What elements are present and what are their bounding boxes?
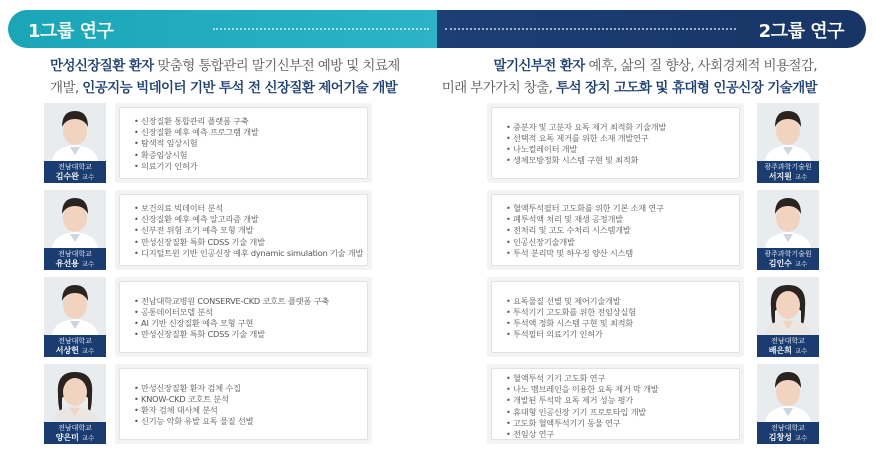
- research-topic-item: • 의료기기 인허가: [134, 161, 367, 172]
- researcher-title: 교수: [794, 173, 808, 181]
- research-topic-list: [492, 282, 739, 340]
- research-topic-card: [487, 277, 744, 357]
- research-topic-list: [120, 108, 367, 172]
- research-topic-panel: [119, 281, 368, 353]
- research-topic-item: • 디지털트윈 기반 인공신장 예후 dynamic simulation 기술 개발: [134, 248, 367, 259]
- researcher-name: 김창성 교수: [768, 433, 808, 442]
- research-topic-item: • 보건의료 빅데이터 분석: [134, 203, 367, 214]
- researcher-title: 교수: [794, 434, 808, 442]
- researcher-title: 교수: [794, 260, 808, 268]
- research-topic-item: • KNOW-CKD 코호트 분석: [134, 394, 367, 405]
- research-topic-panel: [119, 368, 368, 440]
- group2-intro-highlight: 말기신부전 환자: [493, 58, 585, 74]
- group1-intro: [50, 55, 430, 99]
- research-topic-item: • 요독물질 선별 및 제어기술개발: [506, 296, 739, 307]
- research-topic-list: [492, 369, 739, 440]
- group1-intro-highlight: 만성신장질환 환자: [50, 58, 154, 74]
- dotted-divider: [445, 28, 736, 30]
- research-topic-item: • 휴대형 인공신장 기기 프로토타입 개발: [506, 407, 739, 418]
- research-topic-item: • 선택적 요독 제거를 위한 소재 개발연구: [506, 133, 739, 144]
- research-topic-item: • 혈액투석 기기 고도화 연구: [506, 373, 739, 384]
- researcher-namebox: [44, 248, 106, 270]
- dotted-divider: [213, 28, 429, 30]
- researcher-namebox: [757, 248, 819, 270]
- researcher-profile: [757, 103, 819, 183]
- researcher-name: 양은미 교수: [55, 433, 95, 442]
- research-topic-item: • 만성신장질환 특화 CDSS 기술 개발: [134, 237, 367, 248]
- researcher-name: 배은희 교수: [768, 346, 808, 355]
- research-topic-item: • 혈액투석필터 고도화를 위한 기본 소재 연구: [506, 203, 739, 214]
- group1-intro-highlight2: 인공지능 빅데이터 기반 투석 전 신장질환 제어기술 개발: [82, 80, 398, 96]
- researcher-photo: [757, 277, 819, 335]
- researcher-affiliation: 광주과학기술원: [764, 163, 812, 171]
- researcher-affiliation: 광주과학기술원: [764, 250, 812, 258]
- group1-title: 1그룹 연구: [28, 21, 114, 42]
- research-topic-item: • 나노컬레이터 개발: [506, 144, 739, 155]
- researcher-name: 유선용 교수: [55, 259, 95, 268]
- group1-intro-text: 맞춤형 통합관리 말기신부전 예방 및 치료제: [153, 58, 400, 74]
- research-topic-panel: [119, 107, 368, 179]
- research-topic-card: [115, 364, 372, 444]
- research-topic-item: • 생체모방정화 시스템 구현 및 최적화: [506, 155, 739, 166]
- research-topic-card: [487, 103, 744, 183]
- research-topic-item: • 투석필터 의료기기 인허가: [506, 329, 739, 340]
- research-topic-item: • 폐투석액 처리 및 재생 공정개발: [506, 214, 739, 225]
- research-topic-item: • 만성신장질환 환자 검체 수집: [134, 383, 367, 394]
- research-topic-card: [115, 103, 372, 183]
- research-topic-list: [120, 369, 367, 427]
- researcher-name: 김인수 교수: [768, 259, 808, 268]
- group2-title: 2그룹 연구: [758, 21, 844, 42]
- research-topic-item: • 환자 검체 대사체 분석: [134, 405, 367, 416]
- researcher-photo: [44, 277, 106, 335]
- research-topic-item: • 중분자 및 고분자 요독 제거 최적화 기술개발: [506, 122, 739, 133]
- group1-header: [8, 10, 437, 48]
- group2-intro-text: 예후, 삶의 질 향상, 사회경제적 비용절감,: [584, 58, 817, 74]
- research-topic-item: • 확증임상시험: [134, 150, 367, 161]
- researcher-profile: [757, 190, 819, 270]
- researcher-namebox: [757, 422, 819, 444]
- researcher-title: 교수: [81, 434, 95, 442]
- research-topic-item: • 공통데이터모델 분석: [134, 307, 367, 318]
- researcher-title: 교수: [81, 173, 95, 181]
- researcher-name: 서상헌 교수: [55, 346, 95, 355]
- research-topic-item: • 신장질환 통합관리 플랫폼 구축: [134, 116, 367, 127]
- researcher-profile: [44, 364, 106, 444]
- researcher-name: 김수완 교수: [55, 172, 95, 181]
- researcher-photo: [44, 190, 106, 248]
- researcher-affiliation: 전남대학교: [58, 337, 92, 345]
- group2-intro-text2: 미래 부가가치 창출,: [441, 80, 557, 96]
- researcher-namebox: [757, 335, 819, 357]
- researcher-profile: [44, 190, 106, 270]
- researcher-photo: [757, 103, 819, 161]
- research-topic-item: • 신부전 위험 조기 예측 모형 개발: [134, 225, 367, 236]
- research-topic-panel: [491, 281, 740, 353]
- researcher-profile: [44, 277, 106, 357]
- group1-intro-text2: 개발,: [50, 80, 83, 96]
- researcher-title: 교수: [794, 347, 808, 355]
- research-topic-list: [120, 195, 367, 259]
- header-bar: [8, 10, 866, 48]
- research-topic-card: [115, 277, 372, 357]
- research-topic-item: • 투석기기 고도화를 위한 전임상실험: [506, 307, 739, 318]
- researcher-namebox: [44, 422, 106, 444]
- research-topic-list: [492, 108, 739, 166]
- researcher-affiliation: 전남대학교: [771, 337, 805, 345]
- researcher-name: 서지원 교수: [768, 172, 808, 181]
- group2-intro-highlight2: 투석 장치 고도화 및 휴대형 인공신장 기술개발: [556, 80, 817, 96]
- research-topic-item: • 전처리 및 고도 수처리 시스템개발: [506, 225, 739, 236]
- research-topic-item: • 고도화 혈액투석기기 동물 연구: [506, 418, 739, 429]
- research-topic-item: • 신장질환 예후 예측 알고리즘 개발: [134, 214, 367, 225]
- research-topic-card: [487, 190, 744, 270]
- research-topic-item: • AI 기반 신장질환 예측 모형 구현: [134, 318, 367, 329]
- research-topic-panel: [491, 107, 740, 179]
- research-topic-item: • 전임상 연구: [506, 429, 739, 440]
- research-topic-item: • 인공신장기술개발: [506, 237, 739, 248]
- research-topic-item: • 전남대학교병원 CONSERVE-CKD 코호트 플랫폼 구축: [134, 296, 367, 307]
- researcher-namebox: [44, 161, 106, 183]
- researcher-profile: [757, 364, 819, 444]
- researcher-namebox: [757, 161, 819, 183]
- researcher-photo: [44, 103, 106, 161]
- researcher-affiliation: 전남대학교: [58, 250, 92, 258]
- researcher-photo: [757, 364, 819, 422]
- research-topic-card: [487, 364, 744, 444]
- researcher-photo: [757, 190, 819, 248]
- researcher-affiliation: 전남대학교: [58, 424, 92, 432]
- research-topic-item: • 탐색적 임상시험: [134, 138, 367, 149]
- research-topic-item: • 신기능 악화 유발 요독 물질 선별: [134, 416, 367, 427]
- researcher-photo: [44, 364, 106, 422]
- researcher-namebox: [44, 335, 106, 357]
- group2-intro: [417, 55, 817, 99]
- research-topic-list: [492, 195, 739, 259]
- research-topic-item: • 개발된 투석막 요독 제거 성능 평가: [506, 395, 739, 406]
- researcher-affiliation: 전남대학교: [771, 424, 805, 432]
- research-topic-list: [120, 282, 367, 340]
- research-topic-item: • 만성신장질환 특화 CDSS 기술 개발: [134, 329, 367, 340]
- research-topic-item: • 투석 분리막 및 하우징 양산 시스템: [506, 248, 739, 259]
- research-topic-card: [115, 190, 372, 270]
- researcher-title: 교수: [81, 260, 95, 268]
- research-topic-panel: [491, 194, 740, 266]
- research-topic-panel: [491, 368, 740, 440]
- research-topic-item: • 신장질환 예후 예측 프로그램 개발: [134, 127, 367, 138]
- researcher-title: 교수: [81, 347, 95, 355]
- research-topic-panel: [119, 194, 368, 266]
- researcher-profile: [757, 277, 819, 357]
- researcher-affiliation: 전남대학교: [58, 163, 92, 171]
- research-topic-item: • 투석액 정화 시스템 구현 및 최적화: [506, 318, 739, 329]
- group2-header: [437, 10, 866, 48]
- researcher-profile: [44, 103, 106, 183]
- research-topic-item: • 나노 멤브레인을 이용한 요독 제거 막 개발: [506, 384, 739, 395]
